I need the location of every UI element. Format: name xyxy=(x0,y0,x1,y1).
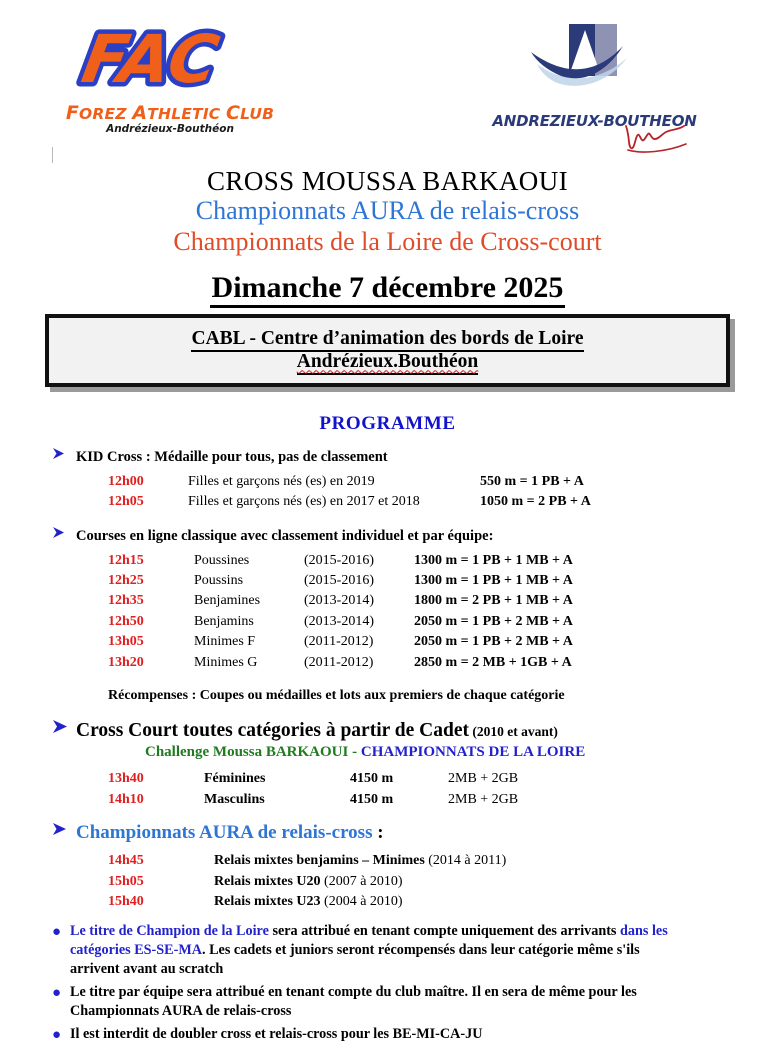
challenge-line xyxy=(0,744,775,761)
kid-row-0-desc: Filles et garçons nés (es) en 2019 xyxy=(188,473,375,489)
relais-table xyxy=(0,852,506,913)
relais-row-1-label xyxy=(214,873,506,893)
court-row-0-comp: 2MB + 2GB xyxy=(448,771,519,787)
ligne-row-4-time: 13h05 xyxy=(108,634,144,650)
section-relais-header xyxy=(0,822,775,844)
header-logos xyxy=(0,0,775,150)
ligne-row-5-dist: 2850 m = 2 MB + 1GB + A xyxy=(414,654,572,670)
ligne-row-0-years: (2015-2016) xyxy=(304,552,374,568)
note-0-part-2: dans les catégories ES-SE-MA xyxy=(70,922,668,958)
ligne-row-4-cat: Minimes F xyxy=(194,634,256,650)
ligne-row-1-years: (2015-2016) xyxy=(304,572,374,588)
section-relais-label xyxy=(76,822,384,844)
table-row xyxy=(0,592,573,612)
arrow-right-icon xyxy=(52,719,70,734)
cross-court-table xyxy=(0,770,518,811)
list-item xyxy=(52,1025,775,1045)
fac-logo-city: Andrézieux-Bouthéon xyxy=(106,123,234,135)
relais-row-2-time: 15h40 xyxy=(108,894,144,910)
section-cross-court-label xyxy=(76,720,558,742)
note-1-part-0: Le titre par équipe sera attribué en tenant compte du club maître. Il en sera de même pour les Championnats AURA de relais-cross xyxy=(70,983,637,1019)
list-item xyxy=(52,922,775,979)
recompenses-note: Récompenses : Coupes ou médailles et lots aux premiers de chaque catégorie xyxy=(108,688,565,704)
relais-row-2-label xyxy=(214,893,506,913)
kid-row-1-time: 12h05 xyxy=(108,494,144,510)
ligne-row-2-cat: Benjamines xyxy=(194,593,261,609)
arrow-right-icon xyxy=(52,526,70,539)
relais-colon: : xyxy=(372,822,384,844)
note-1-text xyxy=(70,983,690,1021)
subtitle-loire: Championnats de la Loire de Cross-court xyxy=(173,226,602,256)
table-row xyxy=(0,633,573,653)
margin-tick xyxy=(52,147,53,163)
programme-content xyxy=(0,448,775,1045)
ligne-row-0-dist: 1300 m = 1 PB + 1 MB + A xyxy=(414,552,573,568)
section-cross-court-header xyxy=(0,720,775,742)
challenge-dash: - xyxy=(348,744,361,761)
ligne-row-3-cat: Benjamins xyxy=(194,613,254,629)
table-row xyxy=(0,613,573,633)
ligne-row-2-time: 12h35 xyxy=(108,593,144,609)
table-row xyxy=(0,852,506,872)
table-row xyxy=(0,873,506,893)
ligne-row-5-years: (2011-2012) xyxy=(304,654,374,670)
table-row xyxy=(0,770,518,790)
relais-row-1-time: 15h05 xyxy=(108,873,144,889)
venue-line-2 xyxy=(55,350,720,373)
challenge-green-text: Challenge Moussa BARKAOUI xyxy=(145,744,349,761)
court-row-0-time: 13h40 xyxy=(108,771,144,787)
venue-line-1-text: CABL - Centre d’animation des bords de Loire xyxy=(191,328,583,352)
ligne-row-3-dist: 2050 m = 1 PB + 2 MB + A xyxy=(414,613,573,629)
note-0-part-3: . Les cadets et juniors seront récompensés dans leur catégorie même s'ils arrivent avant au scratch xyxy=(70,941,640,977)
event-date xyxy=(0,271,775,304)
subtitle-aura: Championnats AURA de relais-cross xyxy=(195,196,580,226)
kid-row-0-dist: 550 m = 1 PB + A xyxy=(480,473,584,489)
ligne-row-2-years: (2013-2014) xyxy=(304,593,374,609)
kid-row-1-dist: 1050 m = 2 PB + A xyxy=(480,494,591,510)
programme-heading: PROGRAMME xyxy=(319,412,456,434)
section-courses-ligne-label: Courses en ligne classique avec classement individuel et par équipe: xyxy=(76,527,494,544)
table-row xyxy=(0,654,573,674)
fac-logo xyxy=(60,22,280,140)
note-2-text xyxy=(70,1025,482,1044)
relais-row-0-label xyxy=(214,852,506,872)
challenge-blue-text: CHAMPIONNATS DE LA LOIRE xyxy=(360,744,586,761)
relais-row-2-years: (2004 à 2010) xyxy=(320,894,403,910)
page-title: CROSS MOUSSA BARKAOUI xyxy=(207,166,568,196)
event-date-text: Dimanche 7 décembre 2025 xyxy=(210,271,566,308)
arrow-right-icon xyxy=(52,447,70,460)
cross-court-years: (2010 et avant) xyxy=(469,724,558,740)
relais-row-0-name: Relais mixtes benjamins – Minimes xyxy=(214,853,425,869)
note-0-part-0: Le titre de Champion de la Loire xyxy=(70,922,269,939)
relais-row-0-time: 14h45 xyxy=(108,853,144,869)
ligne-row-4-dist: 2050 m = 1 PB + 2 MB + A xyxy=(414,634,573,650)
venue-line-1 xyxy=(55,327,720,350)
relais-row-2-name: Relais mixtes U23 xyxy=(214,894,321,910)
court-row-0-dist: 4150 m xyxy=(350,771,394,787)
court-row-0-cat: Féminines xyxy=(204,771,266,787)
ligne-row-1-cat: Poussins xyxy=(194,572,244,588)
court-row-1-dist: 4150 m xyxy=(350,791,394,807)
list-item xyxy=(52,983,775,1021)
table-row xyxy=(0,493,591,513)
ligne-row-0-time: 12h15 xyxy=(108,552,144,568)
court-row-1-comp: 2MB + 2GB xyxy=(448,791,519,807)
andrezieux-logo-mark xyxy=(527,24,657,90)
kid-row-1-desc: Filles et garçons nés (es) en 2017 et 2018 xyxy=(188,494,420,510)
relais-title: Championnats AURA de relais-cross xyxy=(76,822,373,844)
bullet-dot-icon: ● xyxy=(52,984,62,1001)
fac-logo-mark xyxy=(60,22,280,100)
venue-line-2-text: Andrézieux.Bouthéon xyxy=(297,351,478,375)
courses-ligne-table xyxy=(0,552,573,675)
ligne-row-2-dist: 1800 m = 2 PB + 1 MB + A xyxy=(414,593,573,609)
andrezieux-logo-text: ANDREZIEUX-BOUTHEON xyxy=(492,112,697,130)
ligne-row-4-years: (2011-2012) xyxy=(304,634,374,650)
venue-box-wrapper xyxy=(45,314,730,387)
section-kid-cross-label: KID Cross : Médaille pour tous, pas de classement xyxy=(76,448,388,465)
note-2-part-0: Il est interdit de doubler cross et relais-cross pour les BE-MI-CA-JU xyxy=(70,1025,483,1042)
cross-court-title: Cross Court toutes catégories à partir de Cadet xyxy=(76,720,469,742)
ligne-row-3-years: (2013-2014) xyxy=(304,613,374,629)
fac-logo-subtitle: FOREZ ATHLETIC CLUB xyxy=(65,102,275,124)
table-row xyxy=(0,791,518,811)
note-0-part-1: sera attribué en tenant compte uniquement des arrivants xyxy=(268,922,621,939)
ligne-row-0-cat: Poussines xyxy=(194,552,250,568)
ligne-row-5-cat: Minimes G xyxy=(194,654,258,670)
andrezieux-logo-script xyxy=(622,120,694,154)
bullet-dot-icon: ● xyxy=(52,1026,62,1043)
relais-row-1-years: (2007 à 2010) xyxy=(320,873,403,889)
section-courses-ligne-header xyxy=(0,527,775,545)
note-0-text xyxy=(70,922,690,979)
kid-cross-table xyxy=(0,473,591,514)
svg-text:FAC: FAC xyxy=(76,22,225,98)
arrow-right-icon xyxy=(52,822,70,836)
ligne-row-3-time: 12h50 xyxy=(108,613,144,629)
court-row-1-time: 14h10 xyxy=(108,791,144,807)
relais-row-0-years: (2014 à 2011) xyxy=(424,853,507,869)
bullet-dot-icon: ● xyxy=(52,923,62,940)
table-row xyxy=(0,572,573,592)
table-row xyxy=(0,473,591,493)
kid-row-0-time: 12h00 xyxy=(108,473,144,489)
section-kid-cross-header xyxy=(0,448,775,466)
court-row-1-cat: Masculins xyxy=(204,791,265,807)
notes-list xyxy=(0,922,775,1045)
andrezieux-bouthéon-logo xyxy=(487,24,702,139)
venue-box xyxy=(45,314,730,387)
ligne-row-1-dist: 1300 m = 1 PB + 1 MB + A xyxy=(414,572,573,588)
relais-row-1-name: Relais mixtes U20 xyxy=(214,873,321,889)
table-row xyxy=(0,893,506,913)
table-row xyxy=(0,552,573,572)
ligne-row-1-time: 12h25 xyxy=(108,572,144,588)
ligne-row-5-time: 13h20 xyxy=(108,654,144,670)
